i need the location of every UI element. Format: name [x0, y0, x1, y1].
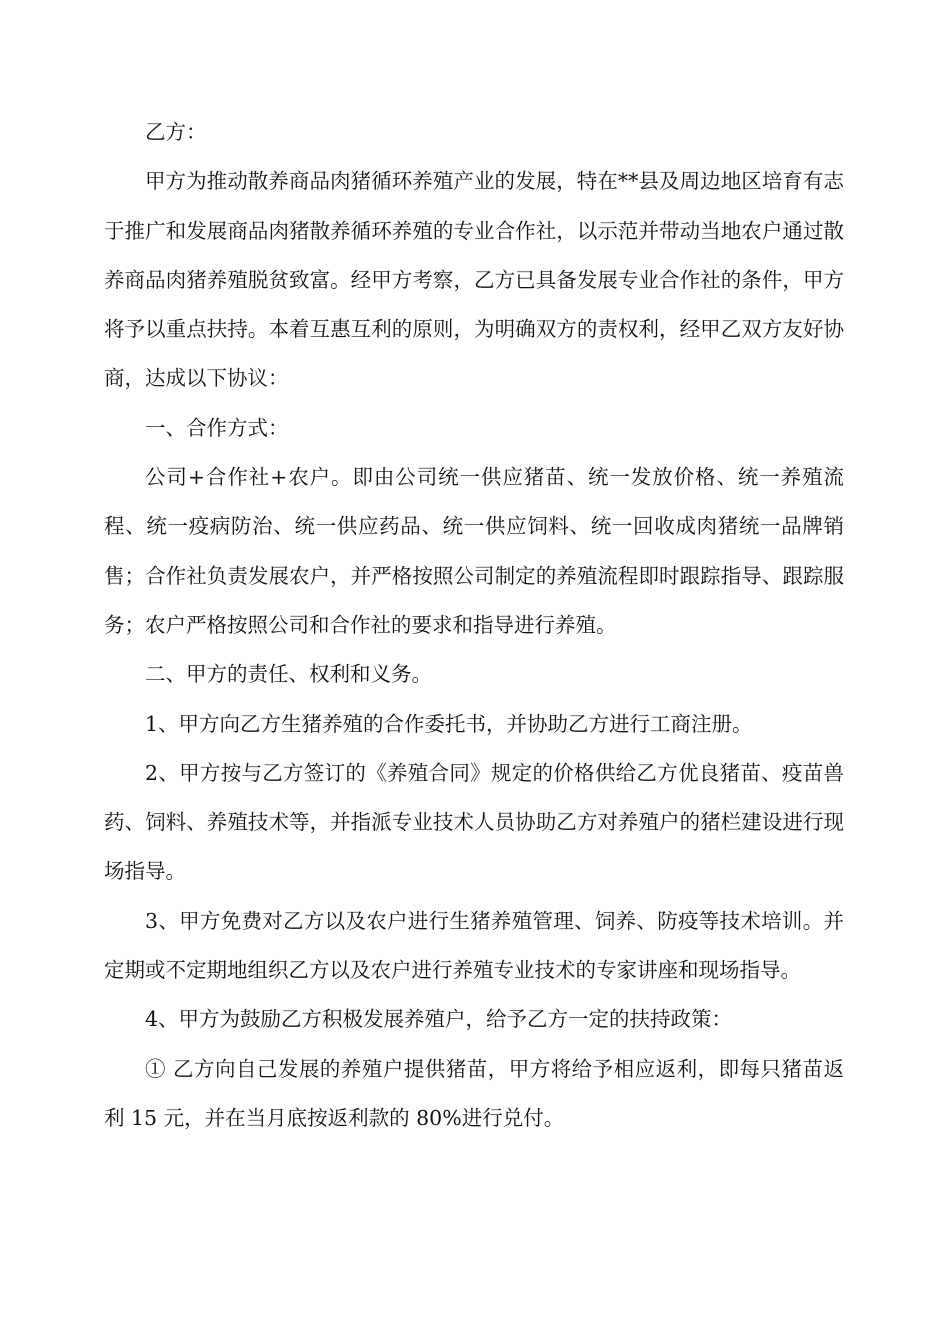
clause-2: 2、甲方按与乙方签订的《养殖合同》规定的价格供给乙方优良猪苗、疫苗兽药、饲料、养殖技术等，并指派专业技术人员协助乙方对养殖户的猪栏建设进行现场指导。 [104, 760, 844, 884]
clause-4-item-1: ① 乙方向自己发展的养殖户提供猪苗，甲方将给予相应返利，即每只猪苗返利 15 元，并在当月底按返利款的 80%进行兑付。 [104, 1056, 844, 1130]
preamble-paragraph: 甲方为推动散养商品肉猪循环养殖产业的发展，特在**县及周边地区培育有志于推广和发展商品肉猪散养循环养殖的专业合作社，以示范并带动当地农户通过散养商品肉猪养殖脱贫致富。经甲方考察，乙方已具备发展专业合作社的条件，甲方将予以重点扶持。本着互惠互利的原则，为明确双方的责权利，经甲乙双方友好协商，达成以下协议： [104, 169, 844, 391]
clause-3: 3、甲方免费对乙方以及农户进行生猪养殖管理、饲养、防疫等技术培训。并定期或不定期地组织乙方以及农户进行养殖专业技术的专家讲座和现场指导。 [104, 908, 844, 983]
section-heading-cooperation-mode: 一、合作方式： [145, 415, 289, 440]
document-page [104, 108, 844, 1143]
party-b-line: 乙方： [145, 120, 207, 144]
section-heading-party-a-duties: 二、甲方的责任、权利和义务。 [145, 662, 432, 687]
clause-4: 4、甲方为鼓励乙方积极发展养殖户，给予乙方一定的扶持政策： [145, 1007, 733, 1032]
cooperation-mode-paragraph: 公司+合作社+农户。即由公司统一供应猪苗、统一发放价格、统一养殖流程、统一疫病防治、统一供应药品、统一供应饲料、统一回收成肉猪统一品牌销售；合作社负责发展农户，并严格按照公司制定的养殖流程即时跟踪指导、跟踪服务；农户严格按照公司和合作社的要求和指导进行养殖。 [104, 465, 844, 637]
clause-1: 1、甲方向乙方生猪养殖的合作委托书，并协助乙方进行工商注册。 [145, 711, 753, 736]
